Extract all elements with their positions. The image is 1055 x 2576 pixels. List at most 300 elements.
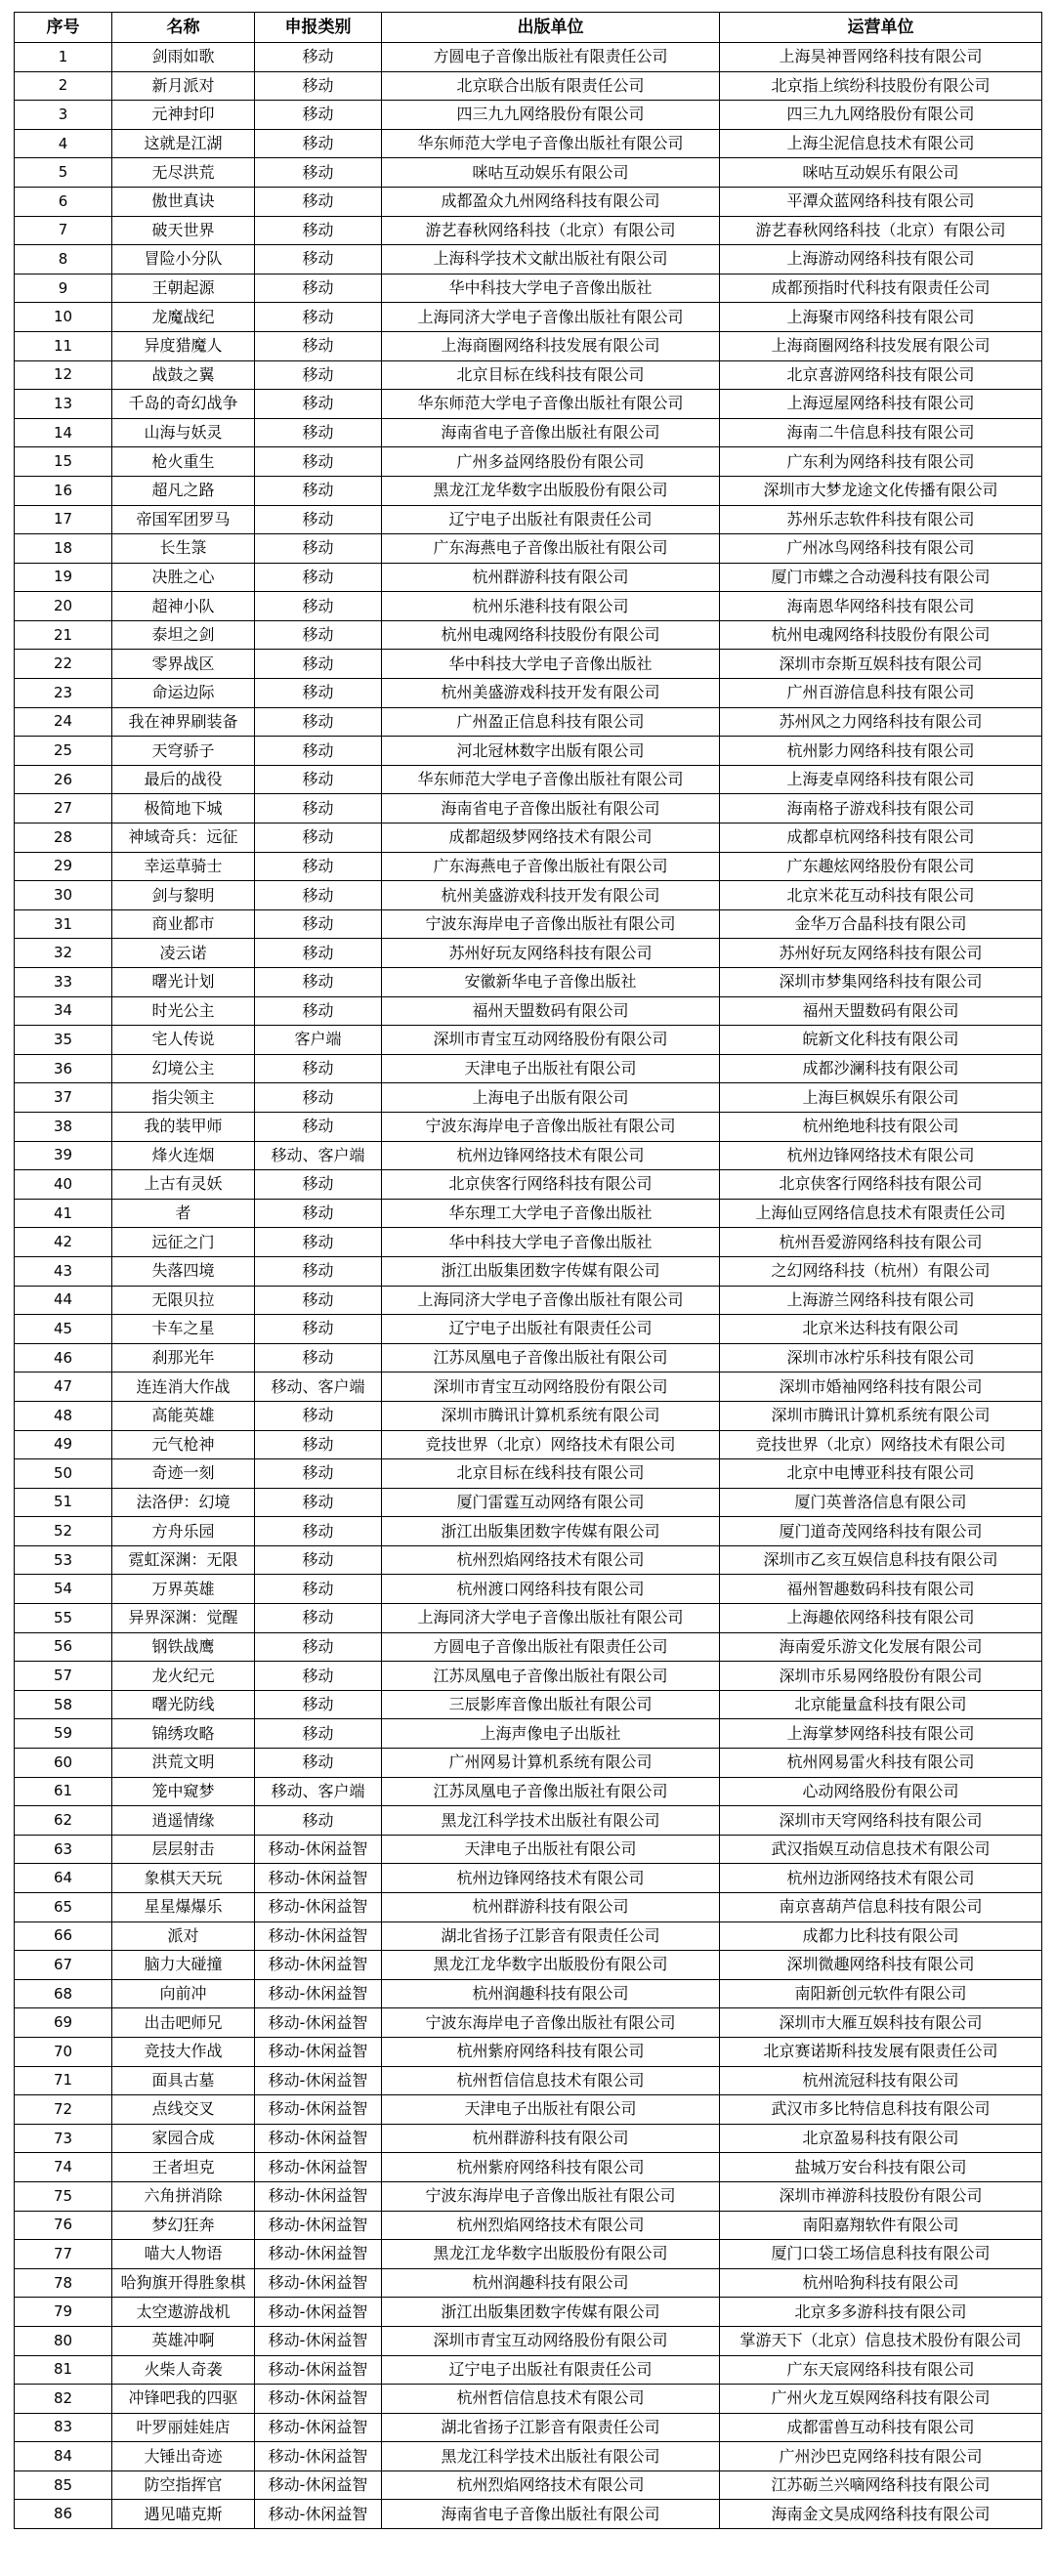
cell-name: 出击吧师兄: [112, 2008, 255, 2038]
cell-category: 移动: [255, 303, 382, 332]
cell-operator: 金华万合晶科技有限公司: [720, 909, 1042, 939]
cell-publisher: 北京侠客行网络科技有限公司: [382, 1170, 720, 1200]
cell-name: 失落四境: [112, 1256, 255, 1286]
table-row: [15, 2181, 1042, 2211]
cell-category: 移动: [255, 592, 382, 621]
cell-publisher: 浙江出版集团数字传媒有限公司: [382, 1256, 720, 1286]
cell-publisher: 成都超级梦网络技术有限公司: [382, 823, 720, 853]
cell-operator: 北京米达科技有限公司: [720, 1315, 1042, 1344]
cell-name: 异度猎魔人: [112, 331, 255, 360]
cell-operator: 深圳市大梦龙途文化传播有限公司: [720, 476, 1042, 505]
cell-publisher: 湖北省扬子江影音有限责任公司: [382, 2413, 720, 2442]
cell-index: 86: [15, 2500, 112, 2529]
cell-index: 21: [15, 620, 112, 650]
cell-publisher: 广州多益网络股份有限公司: [382, 447, 720, 477]
cell-name: 连连消大作战: [112, 1372, 255, 1402]
cell-name: 六角拼消除: [112, 2181, 255, 2211]
cell-category: 移动: [255, 274, 382, 303]
table-row: [15, 274, 1042, 303]
cell-publisher: 成都盈众九州网络科技有限公司: [382, 187, 720, 216]
cell-name: 笼中窥梦: [112, 1777, 255, 1806]
table-row: [15, 1170, 1042, 1200]
table-row: [15, 2037, 1042, 2066]
cell-operator: 广东天宸网络科技有限公司: [720, 2355, 1042, 2385]
cell-operator: 厦门市蝶之合动漫科技有限公司: [720, 563, 1042, 592]
cell-index: 74: [15, 2153, 112, 2182]
table-row: [15, 505, 1042, 534]
cell-name: 防空指挥官: [112, 2470, 255, 2500]
table-row: [15, 2470, 1042, 2500]
cell-category: 移动: [255, 1170, 382, 1200]
cell-operator: 北京米花互动科技有限公司: [720, 881, 1042, 910]
cell-publisher: 竞技世界（北京）网络技术有限公司: [382, 1430, 720, 1459]
table-row: [15, 939, 1042, 968]
cell-name: 方舟乐园: [112, 1517, 255, 1546]
cell-category: 移动-休闲益智: [255, 2124, 382, 2153]
cell-index: 54: [15, 1575, 112, 1604]
cell-name: 神域奇兵：远征: [112, 823, 255, 853]
cell-operator: 南京喜葫芦信息科技有限公司: [720, 1893, 1042, 1922]
table-row: [15, 1632, 1042, 1662]
table-row: [15, 216, 1042, 245]
cell-operator: 海南格子游戏科技有限公司: [720, 794, 1042, 823]
cell-operator: 福州智趣数码科技有限公司: [720, 1575, 1042, 1604]
table-row: [15, 1777, 1042, 1806]
cell-index: 33: [15, 968, 112, 997]
cell-operator: 深圳市奈斯互娱科技有限公司: [720, 650, 1042, 679]
cell-index: 85: [15, 2470, 112, 2500]
cell-name: 龙火纪元: [112, 1662, 255, 1691]
table-row: [15, 794, 1042, 823]
cell-category: 移动: [255, 823, 382, 853]
cell-index: 27: [15, 794, 112, 823]
cell-name: 者: [112, 1199, 255, 1228]
cell-publisher: 浙江出版集团数字传媒有限公司: [382, 1517, 720, 1546]
table-row: [15, 1372, 1042, 1402]
cell-publisher: 三辰影库音像出版社有限公司: [382, 1690, 720, 1719]
cell-category: 移动: [255, 1806, 382, 1836]
cell-category: 移动: [255, 1604, 382, 1633]
cell-operator: 成都雷兽互动科技有限公司: [720, 2413, 1042, 2442]
cell-category: 移动-休闲益智: [255, 1835, 382, 1864]
table-row: [15, 1286, 1042, 1315]
cell-publisher: 杭州紫府网络科技有限公司: [382, 2037, 720, 2066]
cell-operator: 上海聚市网络科技有限公司: [720, 303, 1042, 332]
header-category: 申报类别: [255, 13, 382, 43]
cell-index: 16: [15, 476, 112, 505]
cell-operator: 北京盈易科技有限公司: [720, 2124, 1042, 2153]
cell-publisher: 深圳市腾讯计算机系统有限公司: [382, 1401, 720, 1430]
cell-index: 17: [15, 505, 112, 534]
cell-operator: 深圳市天穹网络科技有限公司: [720, 1806, 1042, 1836]
cell-index: 14: [15, 418, 112, 447]
cell-index: 41: [15, 1199, 112, 1228]
cell-index: 53: [15, 1545, 112, 1575]
cell-category: 移动: [255, 1430, 382, 1459]
cell-category: 移动: [255, 852, 382, 881]
cell-category: 移动: [255, 1286, 382, 1315]
cell-index: 2: [15, 71, 112, 101]
cell-operator: 四三九九网络股份有限公司: [720, 101, 1042, 130]
cell-publisher: 辽宁电子出版社有限责任公司: [382, 1315, 720, 1344]
cell-publisher: 广州盈正信息科技有限公司: [382, 707, 720, 737]
cell-publisher: 上海电子出版有限公司: [382, 1083, 720, 1113]
cell-operator: 掌游天下（北京）信息技术股份有限公司: [720, 2326, 1042, 2355]
table-row: [15, 2008, 1042, 2038]
table-row: [15, 476, 1042, 505]
cell-publisher: 黑龙江龙华数字出版股份有限公司: [382, 2240, 720, 2269]
table-row: [15, 765, 1042, 794]
cell-index: 62: [15, 1806, 112, 1836]
cell-index: 15: [15, 447, 112, 477]
cell-name: 剑雨如歌: [112, 43, 255, 72]
cell-name: 大锤出奇迹: [112, 2442, 255, 2471]
table-row: [15, 158, 1042, 188]
cell-publisher: 宁波东海岸电子音像出版社有限公司: [382, 2008, 720, 2038]
table-row: [15, 1315, 1042, 1344]
cell-category: 移动-休闲益智: [255, 2268, 382, 2298]
cell-publisher: 华东师范大学电子音像出版社有限公司: [382, 390, 720, 419]
cell-name: 我在神界刷装备: [112, 707, 255, 737]
cell-index: 78: [15, 2268, 112, 2298]
cell-category: 移动: [255, 968, 382, 997]
cell-publisher: 深圳市青宝互动网络股份有限公司: [382, 2326, 720, 2355]
cell-operator: 海南二牛信息科技有限公司: [720, 418, 1042, 447]
cell-name: 傲世真诀: [112, 187, 255, 216]
table-row: [15, 1141, 1042, 1170]
cell-name: 锦绣攻略: [112, 1719, 255, 1749]
table-row: [15, 2124, 1042, 2153]
table-row: [15, 1749, 1042, 1778]
table-row: [15, 187, 1042, 216]
cell-category: 移动-休闲益智: [255, 1864, 382, 1893]
cell-name: 曙光防线: [112, 1690, 255, 1719]
cell-publisher: 杭州美盛游戏科技开发有限公司: [382, 679, 720, 708]
cell-name: 零界战区: [112, 650, 255, 679]
cell-operator: 杭州流冠科技有限公司: [720, 2066, 1042, 2095]
cell-index: 40: [15, 1170, 112, 1200]
cell-operator: 上海尘泥信息技术有限公司: [720, 129, 1042, 158]
cell-category: 移动: [255, 1749, 382, 1778]
cell-category: 移动: [255, 765, 382, 794]
cell-index: 47: [15, 1372, 112, 1402]
table-row: [15, 418, 1042, 447]
cell-publisher: 杭州美盛游戏科技开发有限公司: [382, 881, 720, 910]
table-row: [15, 1921, 1042, 1951]
cell-name: 派对: [112, 1921, 255, 1951]
cell-index: 6: [15, 187, 112, 216]
cell-index: 46: [15, 1343, 112, 1372]
cell-operator: 深圳市禅游科技股份有限公司: [720, 2181, 1042, 2211]
cell-publisher: 北京目标在线科技有限公司: [382, 1459, 720, 1489]
cell-publisher: 黑龙江龙华数字出版股份有限公司: [382, 1951, 720, 1980]
cell-category: 移动、客户端: [255, 1372, 382, 1402]
cell-name: 元气枪神: [112, 1430, 255, 1459]
cell-name: 时光公主: [112, 996, 255, 1026]
cell-name: 王者坦克: [112, 2153, 255, 2182]
cell-publisher: 深圳市青宝互动网络股份有限公司: [382, 1372, 720, 1402]
cell-index: 5: [15, 158, 112, 188]
cell-operator: 海南爱乐游文化发展有限公司: [720, 1632, 1042, 1662]
cell-name: 刹那光年: [112, 1343, 255, 1372]
table-row: [15, 1343, 1042, 1372]
table-row: [15, 1430, 1042, 1459]
header-row: [15, 13, 1042, 43]
table-row: [15, 2385, 1042, 2414]
cell-publisher: 华中科技大学电子音像出版社: [382, 1228, 720, 1257]
cell-publisher: 华东师范大学电子音像出版社有限公司: [382, 765, 720, 794]
cell-index: 76: [15, 2211, 112, 2240]
cell-category: 移动: [255, 1256, 382, 1286]
cell-category: 移动: [255, 360, 382, 390]
cell-operator: 深圳微趣网络科技有限公司: [720, 1951, 1042, 1980]
cell-name: 商业都市: [112, 909, 255, 939]
cell-name: 帝国军团罗马: [112, 505, 255, 534]
cell-name: 我的装甲师: [112, 1112, 255, 1141]
cell-name: 竞技大作战: [112, 2037, 255, 2066]
cell-publisher: 方圆电子音像出版社有限责任公司: [382, 1632, 720, 1662]
table-row: [15, 2268, 1042, 2298]
cell-name: 万界英雄: [112, 1575, 255, 1604]
cell-category: 移动: [255, 1083, 382, 1113]
cell-publisher: 江苏凤凰电子音像出版社有限公司: [382, 1777, 720, 1806]
cell-publisher: 上海同济大学电子音像出版社有限公司: [382, 1604, 720, 1633]
cell-index: 12: [15, 360, 112, 390]
cell-operator: 上海商圈网络科技发展有限公司: [720, 331, 1042, 360]
cell-category: 移动: [255, 1315, 382, 1344]
cell-category: 移动: [255, 939, 382, 968]
cell-category: 移动: [255, 390, 382, 419]
cell-operator: 杭州网易雷火科技有限公司: [720, 1749, 1042, 1778]
cell-operator: 上海趣依网络科技有限公司: [720, 1604, 1042, 1633]
cell-publisher: 河北冠林数字出版有限公司: [382, 737, 720, 766]
table-row: [15, 360, 1042, 390]
cell-category: 移动-休闲益智: [255, 2442, 382, 2471]
table-row: [15, 1979, 1042, 2008]
cell-operator: 杭州电魂网络科技股份有限公司: [720, 620, 1042, 650]
table-row: [15, 1545, 1042, 1575]
cell-index: 72: [15, 2095, 112, 2125]
cell-publisher: 华东师范大学电子音像出版社有限公司: [382, 129, 720, 158]
cell-index: 55: [15, 1604, 112, 1633]
table-row: [15, 1256, 1042, 1286]
table-row: [15, 1488, 1042, 1517]
cell-operator: 北京多多游科技有限公司: [720, 2298, 1042, 2327]
cell-index: 1: [15, 43, 112, 72]
cell-operator: 上海麦卓网络科技有限公司: [720, 765, 1042, 794]
cell-category: 移动: [255, 1112, 382, 1141]
cell-publisher: 江苏凤凰电子音像出版社有限公司: [382, 1662, 720, 1691]
cell-publisher: 海南省电子音像出版社有限公司: [382, 418, 720, 447]
cell-index: 10: [15, 303, 112, 332]
cell-name: 远征之门: [112, 1228, 255, 1257]
cell-category: 移动-休闲益智: [255, 2470, 382, 2500]
cell-operator: 深圳市乙亥互娱信息科技有限公司: [720, 1545, 1042, 1575]
cell-publisher: 广东海燕电子音像出版社有限公司: [382, 852, 720, 881]
table-row: [15, 1893, 1042, 1922]
cell-category: 移动: [255, 43, 382, 72]
cell-name: 洪荒文明: [112, 1749, 255, 1778]
table-row: [15, 563, 1042, 592]
cell-name: 宅人传说: [112, 1026, 255, 1055]
cell-category: 移动-休闲益智: [255, 2037, 382, 2066]
cell-name: 冒险小分队: [112, 245, 255, 274]
cell-operator: 福州天盟数码有限公司: [720, 996, 1042, 1026]
cell-operator: 上海游兰网络科技有限公司: [720, 1286, 1042, 1315]
cell-index: 57: [15, 1662, 112, 1691]
cell-index: 63: [15, 1835, 112, 1864]
cell-index: 7: [15, 216, 112, 245]
cell-operator: 成都卓杭网络科技有限公司: [720, 823, 1042, 853]
table-row: [15, 1459, 1042, 1489]
table-row: [15, 737, 1042, 766]
cell-name: 层层射击: [112, 1835, 255, 1864]
cell-category: 移动-休闲益智: [255, 2413, 382, 2442]
cell-index: 80: [15, 2326, 112, 2355]
table-row: [15, 2355, 1042, 2385]
cell-operator: 成都力比科技有限公司: [720, 1921, 1042, 1951]
cell-publisher: 天津电子出版社有限公司: [382, 1835, 720, 1864]
table-row: [15, 2298, 1042, 2327]
cell-category: 移动: [255, 1054, 382, 1083]
cell-name: 最后的战役: [112, 765, 255, 794]
table-row: [15, 2211, 1042, 2240]
cell-operator: 深圳市冰柠乐科技有限公司: [720, 1343, 1042, 1372]
cell-name: 异界深渊：觉醒: [112, 1604, 255, 1633]
cell-name: 新月派对: [112, 71, 255, 101]
cell-name: 逍遥情缘: [112, 1806, 255, 1836]
cell-index: 51: [15, 1488, 112, 1517]
cell-publisher: 北京目标在线科技有限公司: [382, 360, 720, 390]
cell-name: 凌云诺: [112, 939, 255, 968]
table-row: [15, 129, 1042, 158]
table-row: [15, 2066, 1042, 2095]
cell-index: 22: [15, 650, 112, 679]
cell-publisher: 杭州群游科技有限公司: [382, 563, 720, 592]
cell-publisher: 安徽新华电子音像出版社: [382, 968, 720, 997]
cell-name: 超神小队: [112, 592, 255, 621]
cell-operator: 深圳市梦集网络科技有限公司: [720, 968, 1042, 997]
cell-publisher: 杭州乐港科技有限公司: [382, 592, 720, 621]
cell-category: 移动: [255, 1228, 382, 1257]
table-row: [15, 390, 1042, 419]
cell-category: 移动: [255, 794, 382, 823]
cell-publisher: 辽宁电子出版社有限责任公司: [382, 505, 720, 534]
cell-index: 38: [15, 1112, 112, 1141]
cell-name: 战鼓之翼: [112, 360, 255, 390]
cell-category: 移动: [255, 1719, 382, 1749]
cell-operator: 上海仙豆网络信息技术有限责任公司: [720, 1199, 1042, 1228]
cell-index: 19: [15, 563, 112, 592]
cell-index: 43: [15, 1256, 112, 1286]
cell-index: 13: [15, 390, 112, 419]
cell-operator: 上海逗屋网络科技有限公司: [720, 390, 1042, 419]
cell-category: 移动: [255, 1662, 382, 1691]
cell-operator: 成都沙澜科技有限公司: [720, 1054, 1042, 1083]
cell-name: 长生箓: [112, 534, 255, 564]
cell-category: 移动: [255, 216, 382, 245]
cell-index: 65: [15, 1893, 112, 1922]
cell-category: 移动: [255, 71, 382, 101]
table-row: [15, 2442, 1042, 2471]
cell-publisher: 杭州润趣科技有限公司: [382, 1979, 720, 2008]
cell-name: 高能英雄: [112, 1401, 255, 1430]
cell-publisher: 海南省电子音像出版社有限公司: [382, 794, 720, 823]
cell-index: 58: [15, 1690, 112, 1719]
table-row: [15, 2153, 1042, 2182]
cell-index: 36: [15, 1054, 112, 1083]
cell-operator: 杭州影力网络科技有限公司: [720, 737, 1042, 766]
cell-index: 81: [15, 2355, 112, 2385]
header-publisher: 出版单位: [382, 13, 720, 43]
cell-category: 移动: [255, 881, 382, 910]
header-operator: 运营单位: [720, 13, 1042, 43]
cell-category: 移动: [255, 1401, 382, 1430]
cell-operator: 北京中电博亚科技有限公司: [720, 1459, 1042, 1489]
cell-category: 移动: [255, 418, 382, 447]
cell-name: 钢铁战鹰: [112, 1632, 255, 1662]
cell-name: 这就是江湖: [112, 129, 255, 158]
cell-index: 60: [15, 1749, 112, 1778]
cell-category: 移动: [255, 331, 382, 360]
cell-publisher: 深圳市青宝互动网络股份有限公司: [382, 1026, 720, 1055]
cell-name: 天穹骄子: [112, 737, 255, 766]
cell-name: 枪火重生: [112, 447, 255, 477]
table-row: [15, 707, 1042, 737]
cell-operator: 上海游动网络科技有限公司: [720, 245, 1042, 274]
cell-index: 52: [15, 1517, 112, 1546]
cell-name: 元神封印: [112, 101, 255, 130]
table-row: [15, 2413, 1042, 2442]
cell-index: 79: [15, 2298, 112, 2327]
cell-name: 英雄冲啊: [112, 2326, 255, 2355]
table-row: [15, 2326, 1042, 2355]
cell-category: 移动-休闲益智: [255, 2066, 382, 2095]
table-row: [15, 2500, 1042, 2529]
cell-index: 24: [15, 707, 112, 737]
cell-name: 泰坦之剑: [112, 620, 255, 650]
cell-index: 61: [15, 1777, 112, 1806]
cell-name: 霓虹深渊：无限: [112, 1545, 255, 1575]
table-row: [15, 823, 1042, 853]
cell-operator: 苏州风之力网络科技有限公司: [720, 707, 1042, 737]
cell-publisher: 杭州烈焰网络技术有限公司: [382, 2470, 720, 2500]
cell-publisher: 上海商圈网络科技发展有限公司: [382, 331, 720, 360]
cell-publisher: 杭州群游科技有限公司: [382, 1893, 720, 1922]
table-row: [15, 1026, 1042, 1055]
table-row: [15, 245, 1042, 274]
cell-publisher: 天津电子出版社有限公司: [382, 1054, 720, 1083]
cell-publisher: 咪咕互动娱乐有限公司: [382, 158, 720, 188]
cell-category: 移动-休闲益智: [255, 2181, 382, 2211]
cell-category: 移动-休闲益智: [255, 1921, 382, 1951]
table-row: [15, 1835, 1042, 1864]
cell-operator: 北京侠客行网络科技有限公司: [720, 1170, 1042, 1200]
cell-operator: 江苏砺兰兴嘀网络科技有限公司: [720, 2470, 1042, 2500]
table-row: [15, 909, 1042, 939]
cell-name: 太空遨游战机: [112, 2298, 255, 2327]
cell-index: 73: [15, 2124, 112, 2153]
cell-operator: 北京能量盒科技有限公司: [720, 1690, 1042, 1719]
cell-name: 超凡之路: [112, 476, 255, 505]
cell-name: 喵大人物语: [112, 2240, 255, 2269]
cell-category: 移动-休闲益智: [255, 2298, 382, 2327]
cell-name: 家园合成: [112, 2124, 255, 2153]
cell-category: 移动: [255, 158, 382, 188]
cell-category: 移动: [255, 909, 382, 939]
cell-category: 移动: [255, 1632, 382, 1662]
cell-name: 无尽洪荒: [112, 158, 255, 188]
